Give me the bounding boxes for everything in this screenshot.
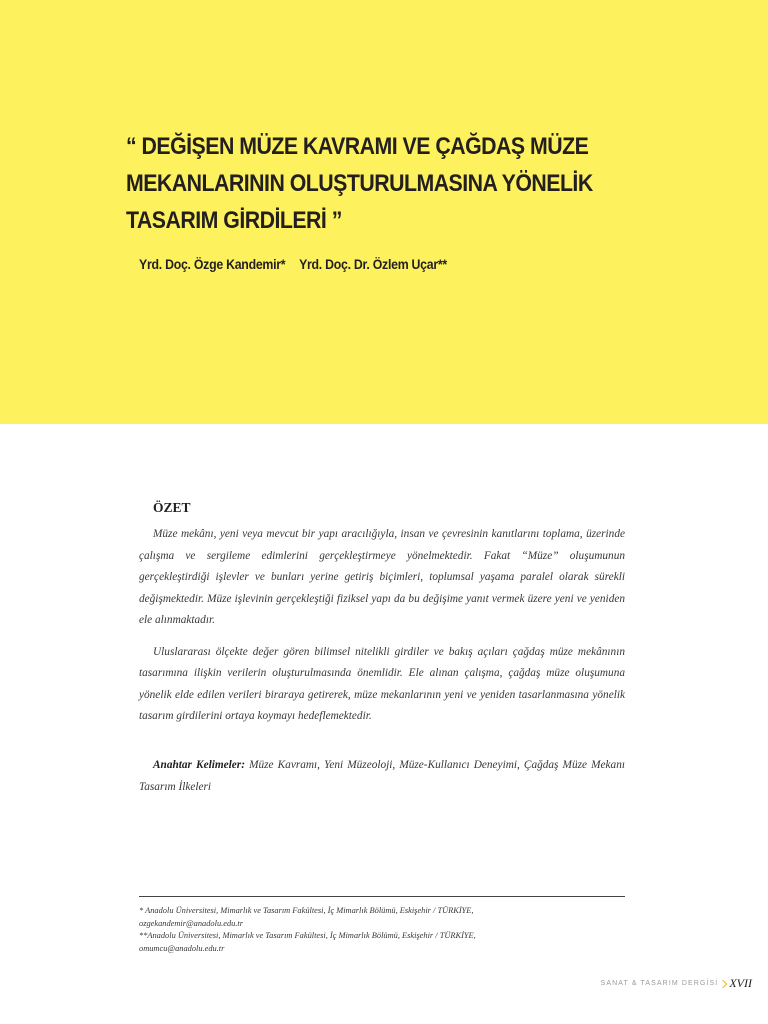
journal-name: SANAT & TASARIM DERGİSİ: [600, 980, 719, 987]
title-line-3: TASARIM GİRDİLERİ ”: [126, 207, 342, 234]
footnote-divider: [139, 896, 625, 897]
abstract-heading: ÖZET: [153, 500, 191, 515]
author-list: [139, 256, 447, 272]
title-line-1: “ DEĞİŞEN MÜZE KAVRAMI VE ÇAĞDAŞ MÜZE: [126, 133, 589, 160]
page-number: XVII: [729, 976, 752, 990]
footnote-1-affiliation: * Anadolu Üniversitesi, Mimarlık ve Tasarım Fakültesi, İç Mimarlık Bölümü, Eskişehir / TÜRKİYE,: [139, 906, 474, 915]
footnote-2-affiliation: **Anadolu Üniversitesi, Mimarlık ve Tasarım Fakültesi, İç Mimarlık Bölümü, Eskişehir / TÜRKİYE,: [139, 931, 476, 941]
footnote-2-email: omumcu@anadolu.edu.tr: [139, 943, 225, 953]
article-title: [126, 128, 613, 239]
title-line-2: MEKANLARININ OLUŞTURULMASINA YÖNELİK: [126, 170, 593, 197]
keywords-text: Müze Kavramı, Yeni Müzeoloji, Müze-Kullanıcı Deneyimi, Çağdaş Müze Mekanı Tasarım İlkeleri: [139, 759, 625, 793]
author-1: Yrd. Doç. Özge Kandemir*: [139, 256, 286, 272]
footnotes: [139, 905, 639, 955]
author-2: Yrd. Doç. Dr. Özlem Uçar**: [299, 256, 447, 272]
page-footer: [601, 976, 752, 991]
keywords: [139, 755, 625, 798]
abstract-body: [139, 524, 625, 738]
chevron-right-icon: [719, 979, 727, 987]
footnote-1-email: ozgekandemir@anadolu.edu.tr: [139, 918, 244, 928]
abstract-paragraph-1: Müze mekânı, yeni veya mevcut bir yapı aracılığıyla, insan ve çevresinin kanıtlarını toplama, üzerinde çalışma ve sergileme edimlerini gerçekleştirmeye yönelmektedir. Fakat “Müze” oluşumunun gerçekleştirdiği işlevler ve bunları yerine getiriş biçimleri, toplumsal yaşama paralel olarak sürekli değişmektedir. Müze işlevinin gerçekleştiği fiziksel yapı da bu değişime yanıt vermek üzere yeni ve yeniden ele alınmaktadır.: [139, 528, 625, 626]
abstract-paragraph-2: Uluslararası ölçekte değer gören bilimsel nitelikli girdiler ve bakış açıları çağdaş müze mekânının tasarımına ilişkin verilerin oluşturulmasında önemlidir. Ele alınan çalışma, çağdaş müze oluşumuna yönelik elde edilen verileri biraraya getirerek, müze mekanlarının yeni ve yeniden tasarlanmasına yönelik tasarım girdilerini ortaya koymayı hedeflemektedir.: [139, 645, 625, 722]
keywords-label: Anahtar Kelimeler:: [153, 759, 245, 771]
